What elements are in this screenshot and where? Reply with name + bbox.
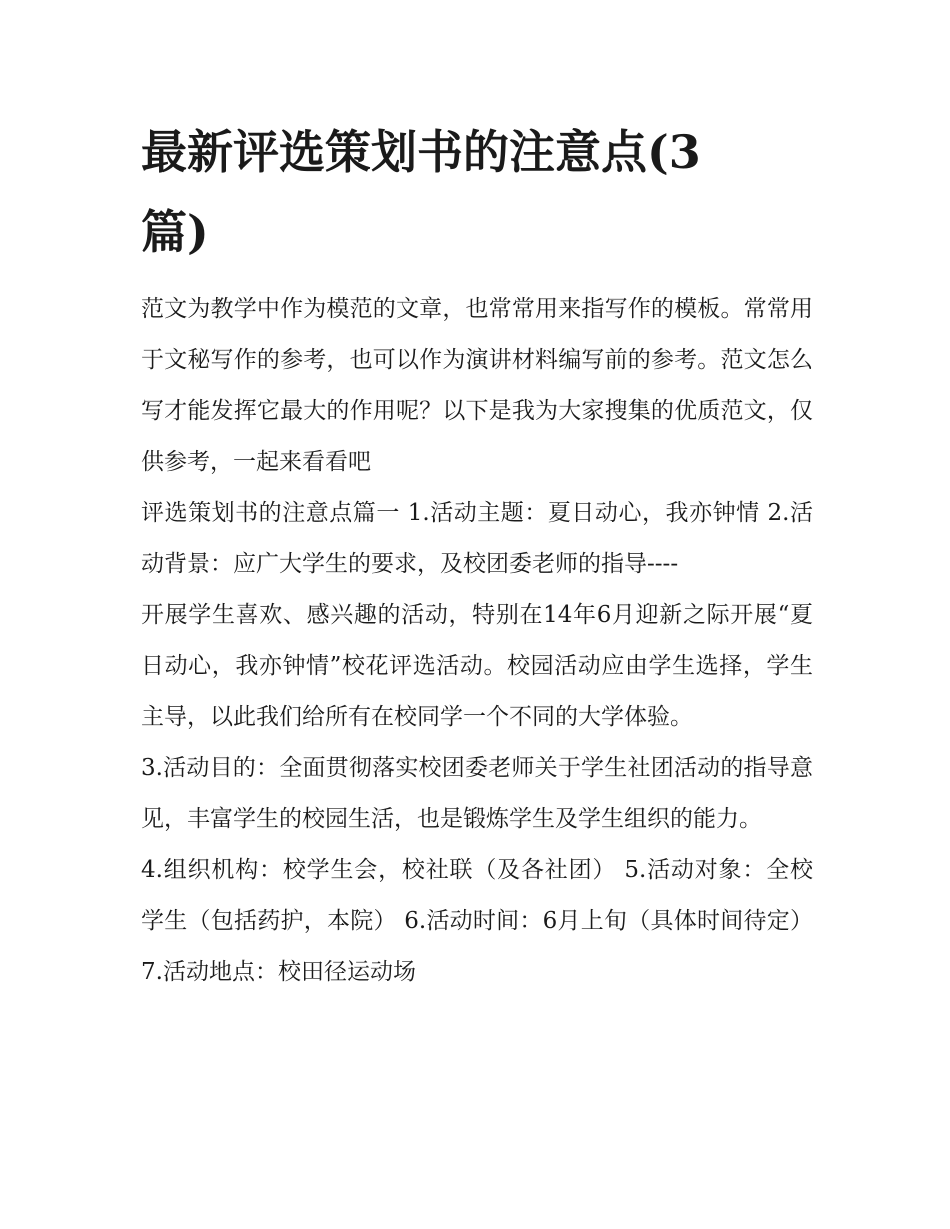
- document-title: 最新评选策划书的注意点(3篇): [141, 125, 701, 259]
- purpose-paragraph: 3.活动目的：全面贯彻落实校团委老师关于学生社团活动的指导意见，丰富学生的校园生活，也是锻炼学生及学生组织的能力。: [141, 755, 813, 832]
- intro-paragraph: 范文为教学中作为模范的文章，也常常用来指写作的模板。常常用于文秘写作的参考，也可以作为演讲材料编写前的参考。范文怎么写才能发挥它最大的作用呢？以下是我为大家搜集的优质范文，仅供参考，一起来看看吧: [141, 296, 813, 475]
- background-paragraph: 开展学生喜欢、感兴趣的活动，特别在14年6月迎新之际开展“夏日动心，我亦钟情”校花评选活动。校园活动应由学生选择，学生主导，以此我们给所有在校同学一个不同的大学体验。: [141, 602, 813, 730]
- section-one-paragraph: 评选策划书的注意点篇一 1.活动主题：夏日动心，我亦钟情 2.活动背景：应广大学生的要求，及校团委老师的指导----: [141, 500, 813, 577]
- document-page: [141, 112, 813, 998]
- organization-paragraph: 4.组织机构：校学生会，校社联（及各社团） 5.活动对象：全校学生（包括药护，本院） 6.活动时间：6月上旬（具体时间待定） 7.活动地点：校田径运动场: [141, 857, 813, 985]
